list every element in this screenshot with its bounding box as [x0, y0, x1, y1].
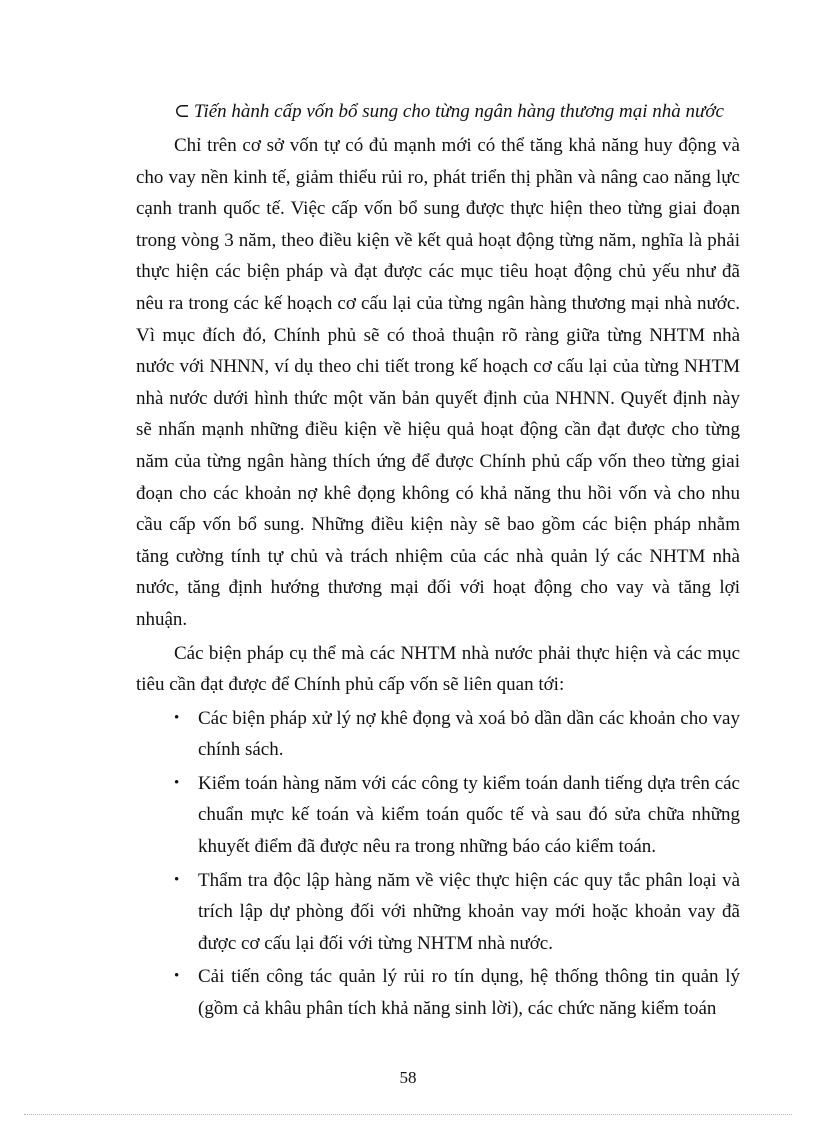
- list-item: [136, 865, 740, 960]
- subset-marker-icon: ⊂: [174, 101, 190, 122]
- list-item: [136, 768, 740, 863]
- bullet-icon: •: [174, 709, 180, 726]
- paragraph-1: Chỉ trên cơ sở vốn tự có đủ mạnh mới có thể tăng khả năng huy động và cho vay nền kinh tế, giảm thiểu rủi ro, phát triển thị phần và nâng cao năng lực cạnh tranh quốc tế. Việc cấp vốn bổ sung được thực hiện theo từng giai đoạn trong vòng 3 năm, theo điều kiện về kết quả hoạt động từng năm, nghĩa là phải thực hiện các biện pháp và đạt được các mục tiêu hoạt động chủ yếu như đã nêu ra trong các kế hoạch cơ cấu lại của từng ngân hàng thương mại nhà nước. Vì mục đích đó, Chính phủ sẽ có thoả thuận rõ ràng giữa từng NHTM nhà nước với NHNN, ví dụ theo chi tiết trong kế hoạch cơ cấu lại của từng NHTM nhà nước dưới hình thức một văn bản quyết định của NHNN. Quyết định này sẽ nhấn mạnh những điều kiện về hiệu quả hoạt động cần đạt được cho từng năm của từng ngân hàng thích ứng để được Chính phủ cấp vốn theo từng giai đoạn cho các khoản nợ khê đọng không có khả năng thu hồi vốn và cho nhu cầu cấp vốn bổ sung. Những điều kiện này sẽ bao gồm các biện pháp nhằm tăng cường tính tự chủ và trách nhiệm của các nhà quản lý các NHTM nhà nước, tăng định hướng thương mại đối với hoạt động cho vay và tăng lợi nhuận.: [136, 135, 740, 630]
- bullet-icon: •: [174, 871, 180, 888]
- section-heading-text: Tiến hành cấp vốn bổ sung cho từng ngân hàng thương mại nhà nước: [193, 101, 724, 122]
- list-item-text: Thẩm tra độc lập hàng năm về việc thực hiện các quy tắc phân loại và trích lập dự phòng đối với những khoản vay mới hoặc khoản vay đã được cơ cấu lại đối với từng NHTM nhà nước.: [198, 869, 740, 954]
- page-number: 58: [399, 1068, 417, 1087]
- section-heading: [174, 98, 754, 126]
- footer-divider: [24, 1114, 792, 1115]
- list-item: [136, 961, 740, 1024]
- bullet-list: [136, 703, 740, 1025]
- paragraph-2: Các biện pháp cụ thể mà các NHTM nhà nước phải thực hiện và các mục tiêu cần đạt được để Chính phủ cấp vốn sẽ liên quan tới:: [136, 642, 740, 696]
- list-item: [136, 703, 740, 766]
- bullet-icon: •: [174, 968, 180, 985]
- list-item-text: Các biện pháp xử lý nợ khê đọng và xoá bỏ dần dần các khoản cho vay chính sách.: [198, 707, 740, 761]
- list-item-text: Kiểm toán hàng năm với các công ty kiểm toán danh tiếng dựa trên các chuẩn mực kế toán và kiểm toán quốc tế và sau đó sửa chữa những khuyết điểm đã được nêu ra trong những báo cáo kiểm toán.: [198, 772, 740, 858]
- list-item-text: Cải tiến công tác quản lý rủi ro tín dụng, hệ thống thông tin quản lý (gồm cả khâu phân tích khả năng sinh lời), các chức năng kiểm toán: [198, 966, 740, 1020]
- body-text: [136, 130, 740, 1027]
- bullet-icon: •: [174, 774, 180, 791]
